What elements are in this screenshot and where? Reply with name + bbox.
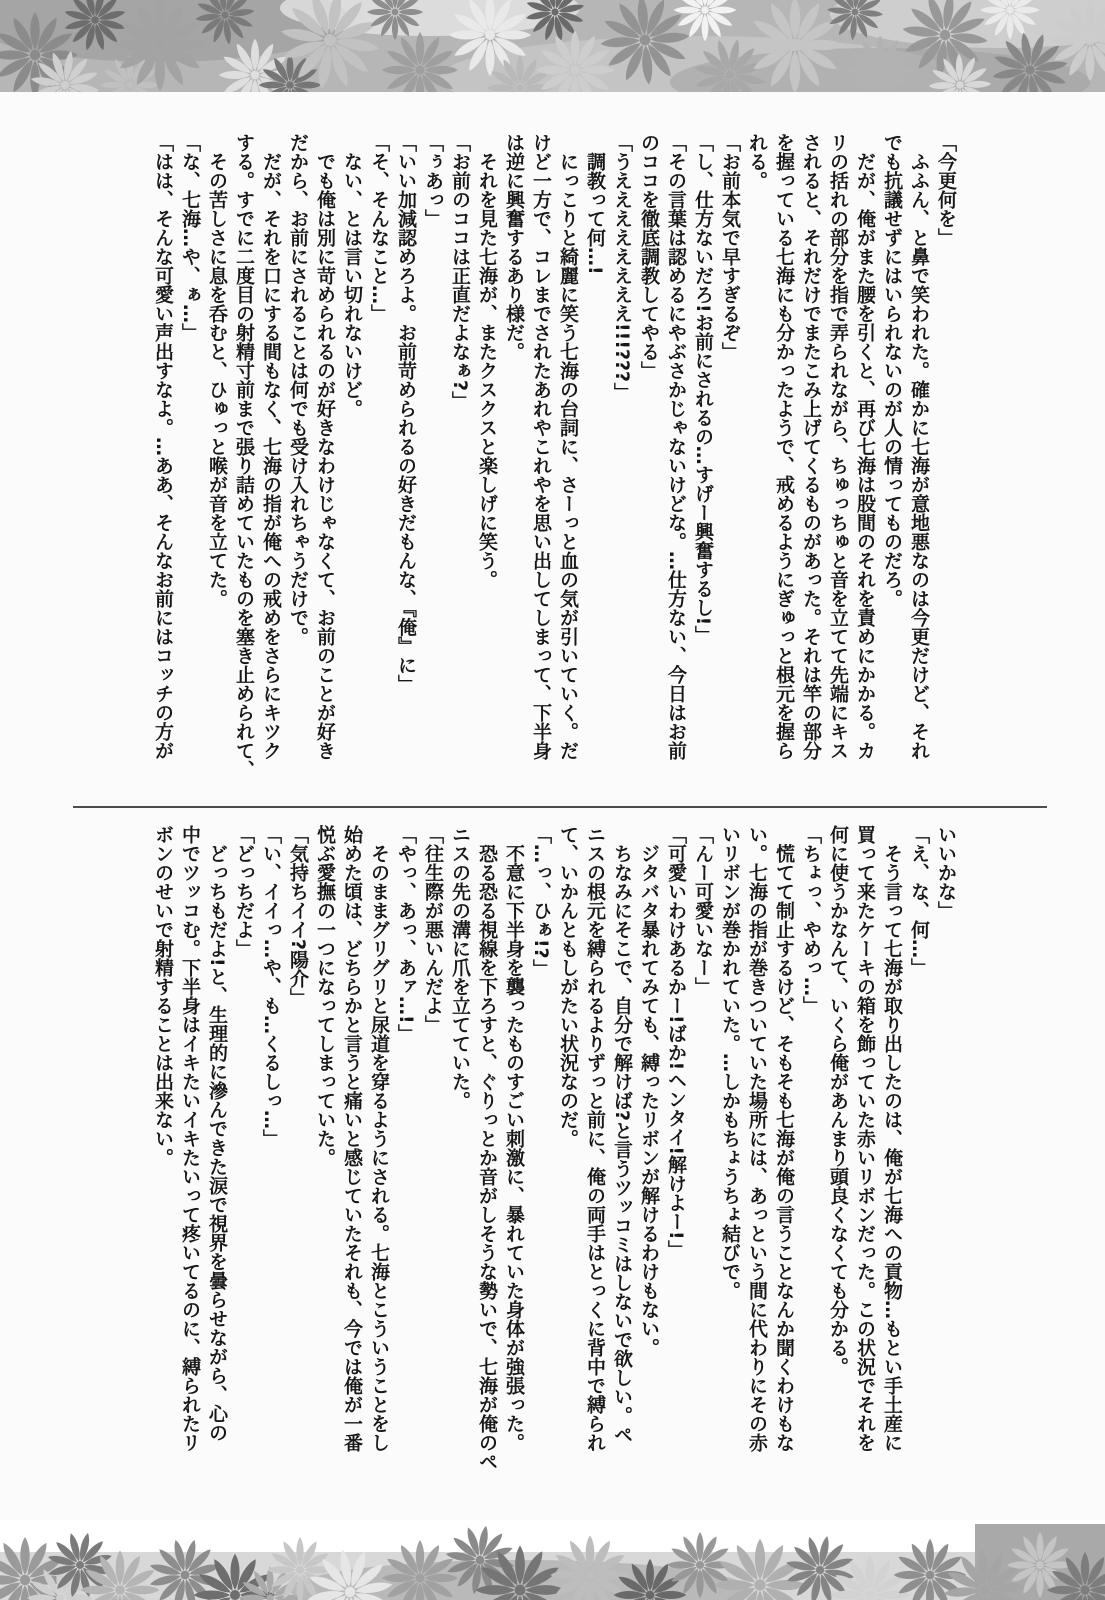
text-column: そのままグリグリと尿道を穿るようにされる。七海とこういうことをし — [368, 844, 390, 1452]
text-column: ふふん、と鼻で笑われた。確かに七海が意地悪なのは今更だけど、それ — [908, 152, 930, 760]
text-column: いリボンが巻かれていた。…しかもちょうちょ結びで。 — [719, 825, 741, 1300]
section-divider — [73, 806, 1047, 808]
text-column: にっこりと綺麗に笑う七海の台詞に、さーっと血の気が引いていく。だ — [557, 152, 579, 760]
text-column: ちなみにそこで、自分で解けば?と言うツッコミはしないで欲しい。ペ — [611, 844, 633, 1445]
text-column: を握っている七海にも分かったようで、戒めるようにぎゅっと根元を握ら — [773, 133, 795, 760]
text-column: 恐る恐る視線を下ろすと、ぐりっとか音がしそうな勢いで、七海が俺のペ — [476, 844, 498, 1471]
text-column: 「やっ、あっ、あァ…!」 — [395, 825, 417, 1043]
text-column: 始めた頃は、どちらかと言うと痛いと感じていたそれも、今では俺が一番 — [341, 825, 363, 1452]
text-column: どっちもだよ!と、生理的に滲んできた涙で視界を曇らせながら、心の — [206, 844, 228, 1442]
text-column: 「お前本気で早すぎるぞ」 — [719, 133, 741, 361]
text-column: 慌てて制止するけど、そもそも七海が俺の言うことなんか聞くわけもな — [773, 844, 795, 1452]
text-column: それを見た七海が、またクスクスと楽しげに笑う。 — [476, 152, 498, 589]
text-column: でも抗議せずにはいられないのが人の情ってものだろ。 — [881, 133, 903, 608]
text-column: 「ぅあっ」 — [422, 133, 444, 228]
text-column: 「そ、そんなこと…」 — [368, 133, 390, 323]
text-column: 何に使うかなんて、いくら俺があんまり頭良くなくても分かる。 — [827, 825, 849, 1376]
text-column: だから、お前にされることは何でも受け入れちゃうだけで。 — [287, 133, 309, 646]
text-column: 「往生際が悪いんだよ」 — [422, 825, 444, 1034]
text-column: する。すでに二度目の射精寸前まで張り詰めていたものを塞き止められて、 — [233, 133, 255, 779]
text-column: ボンのせいで射精することは出来ない。 — [152, 825, 174, 1167]
text-column: 「気持ちイイ?陽介」 — [287, 825, 309, 1008]
text-column: 中でツッコむ。下半身はイキたいイキたいって疼いてるのに、縛られたリ — [179, 825, 201, 1452]
text-column: は逆に興奮するあり様だ。 — [503, 133, 525, 361]
text-column: 「お前のココは正直だよなぁ?」 — [449, 133, 471, 411]
text-column: 「し、仕方ないだろ!お前にされるの…すげー興奮するし!」 — [692, 133, 714, 645]
text-column: 「な、七海…や、ぁ…」 — [179, 133, 201, 342]
text-column: 「可愛いわけあるかー!ばか!ヘンタイ!解けよー!」 — [665, 825, 687, 1259]
text-column: でも俺は別に苛められるのが好きなわけじゃなくて、お前のことが好き — [314, 152, 336, 760]
text-column: 「いい加減認めろよ。お前苛められるの好きだもんな、『俺』に」 — [395, 133, 417, 694]
text-column: 「ちょっ、やめっ…」 — [800, 825, 822, 1015]
text-column: て、いかんともしがたい状況なのだ。 — [557, 825, 579, 1148]
floral-banner-top — [0, 0, 1105, 92]
text-column: だが、俺がまた腰を引くと、再び七海は股間のそれを責めにかかる。カ — [854, 152, 876, 760]
text-column: 買って来たケーキの箱を飾っていた赤いリボンだった。この状況でそれを — [854, 825, 876, 1452]
text-column: い。七海の指が巻きついていた場所には、あっという間に代わりにその赤 — [746, 825, 768, 1452]
text-column: その苦しさに息を呑むと、ひゅっと喉が音を立てた。 — [206, 152, 228, 608]
text-column: れる。 — [746, 133, 768, 190]
text-column: 「うええええええええ!!!???」 — [611, 133, 633, 402]
text-column: 「その言葉は認めるにやぶさかじゃないけどな。…仕方ない、今日はお前 — [665, 133, 687, 760]
text-column: 「い、イイっ…や、も…くるしっ…」 — [260, 825, 282, 1148]
text-column: 「どっちだよ」 — [233, 825, 255, 958]
text-column: ニスの根元を縛られるよりずっと前に、俺の両手はとっくに背中で縛られ — [584, 825, 606, 1452]
text-column: けど一方で、コレまでされたあれやこれやを思い出してしまって、下半身 — [530, 133, 552, 760]
text-column: 不意に下半身を襲ったものすごい刺激に、暴れていた身体が強張った。 — [503, 844, 525, 1452]
text-block-upper — [149, 133, 959, 809]
text-column: 悦ぶ愛撫の一つになってしまっていた。 — [314, 825, 336, 1167]
text-column: 調教って何…! — [584, 152, 606, 275]
text-block-lower — [149, 825, 959, 1501]
text-column: 「今更何を」 — [935, 133, 957, 247]
text-column: されると、それだけでまたこみ上げてくるものがあった。それは竿の部分 — [800, 133, 822, 760]
text-column: のココを徹底調教してやる」 — [638, 133, 660, 380]
text-column: リの括れの部分を指で弄られながら、ちゅっちゅと音を立てて先端にキス — [827, 133, 849, 760]
text-column: ニスの先の溝に爪を立てていた。 — [449, 825, 471, 1110]
text-column: 「…っ、ひぁ!?」 — [530, 825, 552, 978]
text-column: いいかな」 — [935, 825, 957, 920]
text-column: 「え、な、何…」 — [908, 825, 930, 977]
text-column: そう言って七海が取り出したのは、俺が七海への貢物…もとい手土産に — [881, 844, 903, 1452]
floral-banner-bottom — [0, 1520, 1105, 1600]
text-column: だが、それを口にする間もなく、七海の指が俺への戒めをさらにキツク — [260, 152, 282, 760]
text-column: ジタバタ暴れてみても、縛ったリボンが解けるわけもない。 — [638, 844, 660, 1357]
text-column: 「はは、そんな可愛い声出すなよ。…ああ、そんなお前にはコッチの方が — [152, 133, 174, 760]
text-column: ない、とは言い切れないけど。 — [341, 152, 363, 418]
text-column: 「んー可愛いなー」 — [692, 825, 714, 996]
